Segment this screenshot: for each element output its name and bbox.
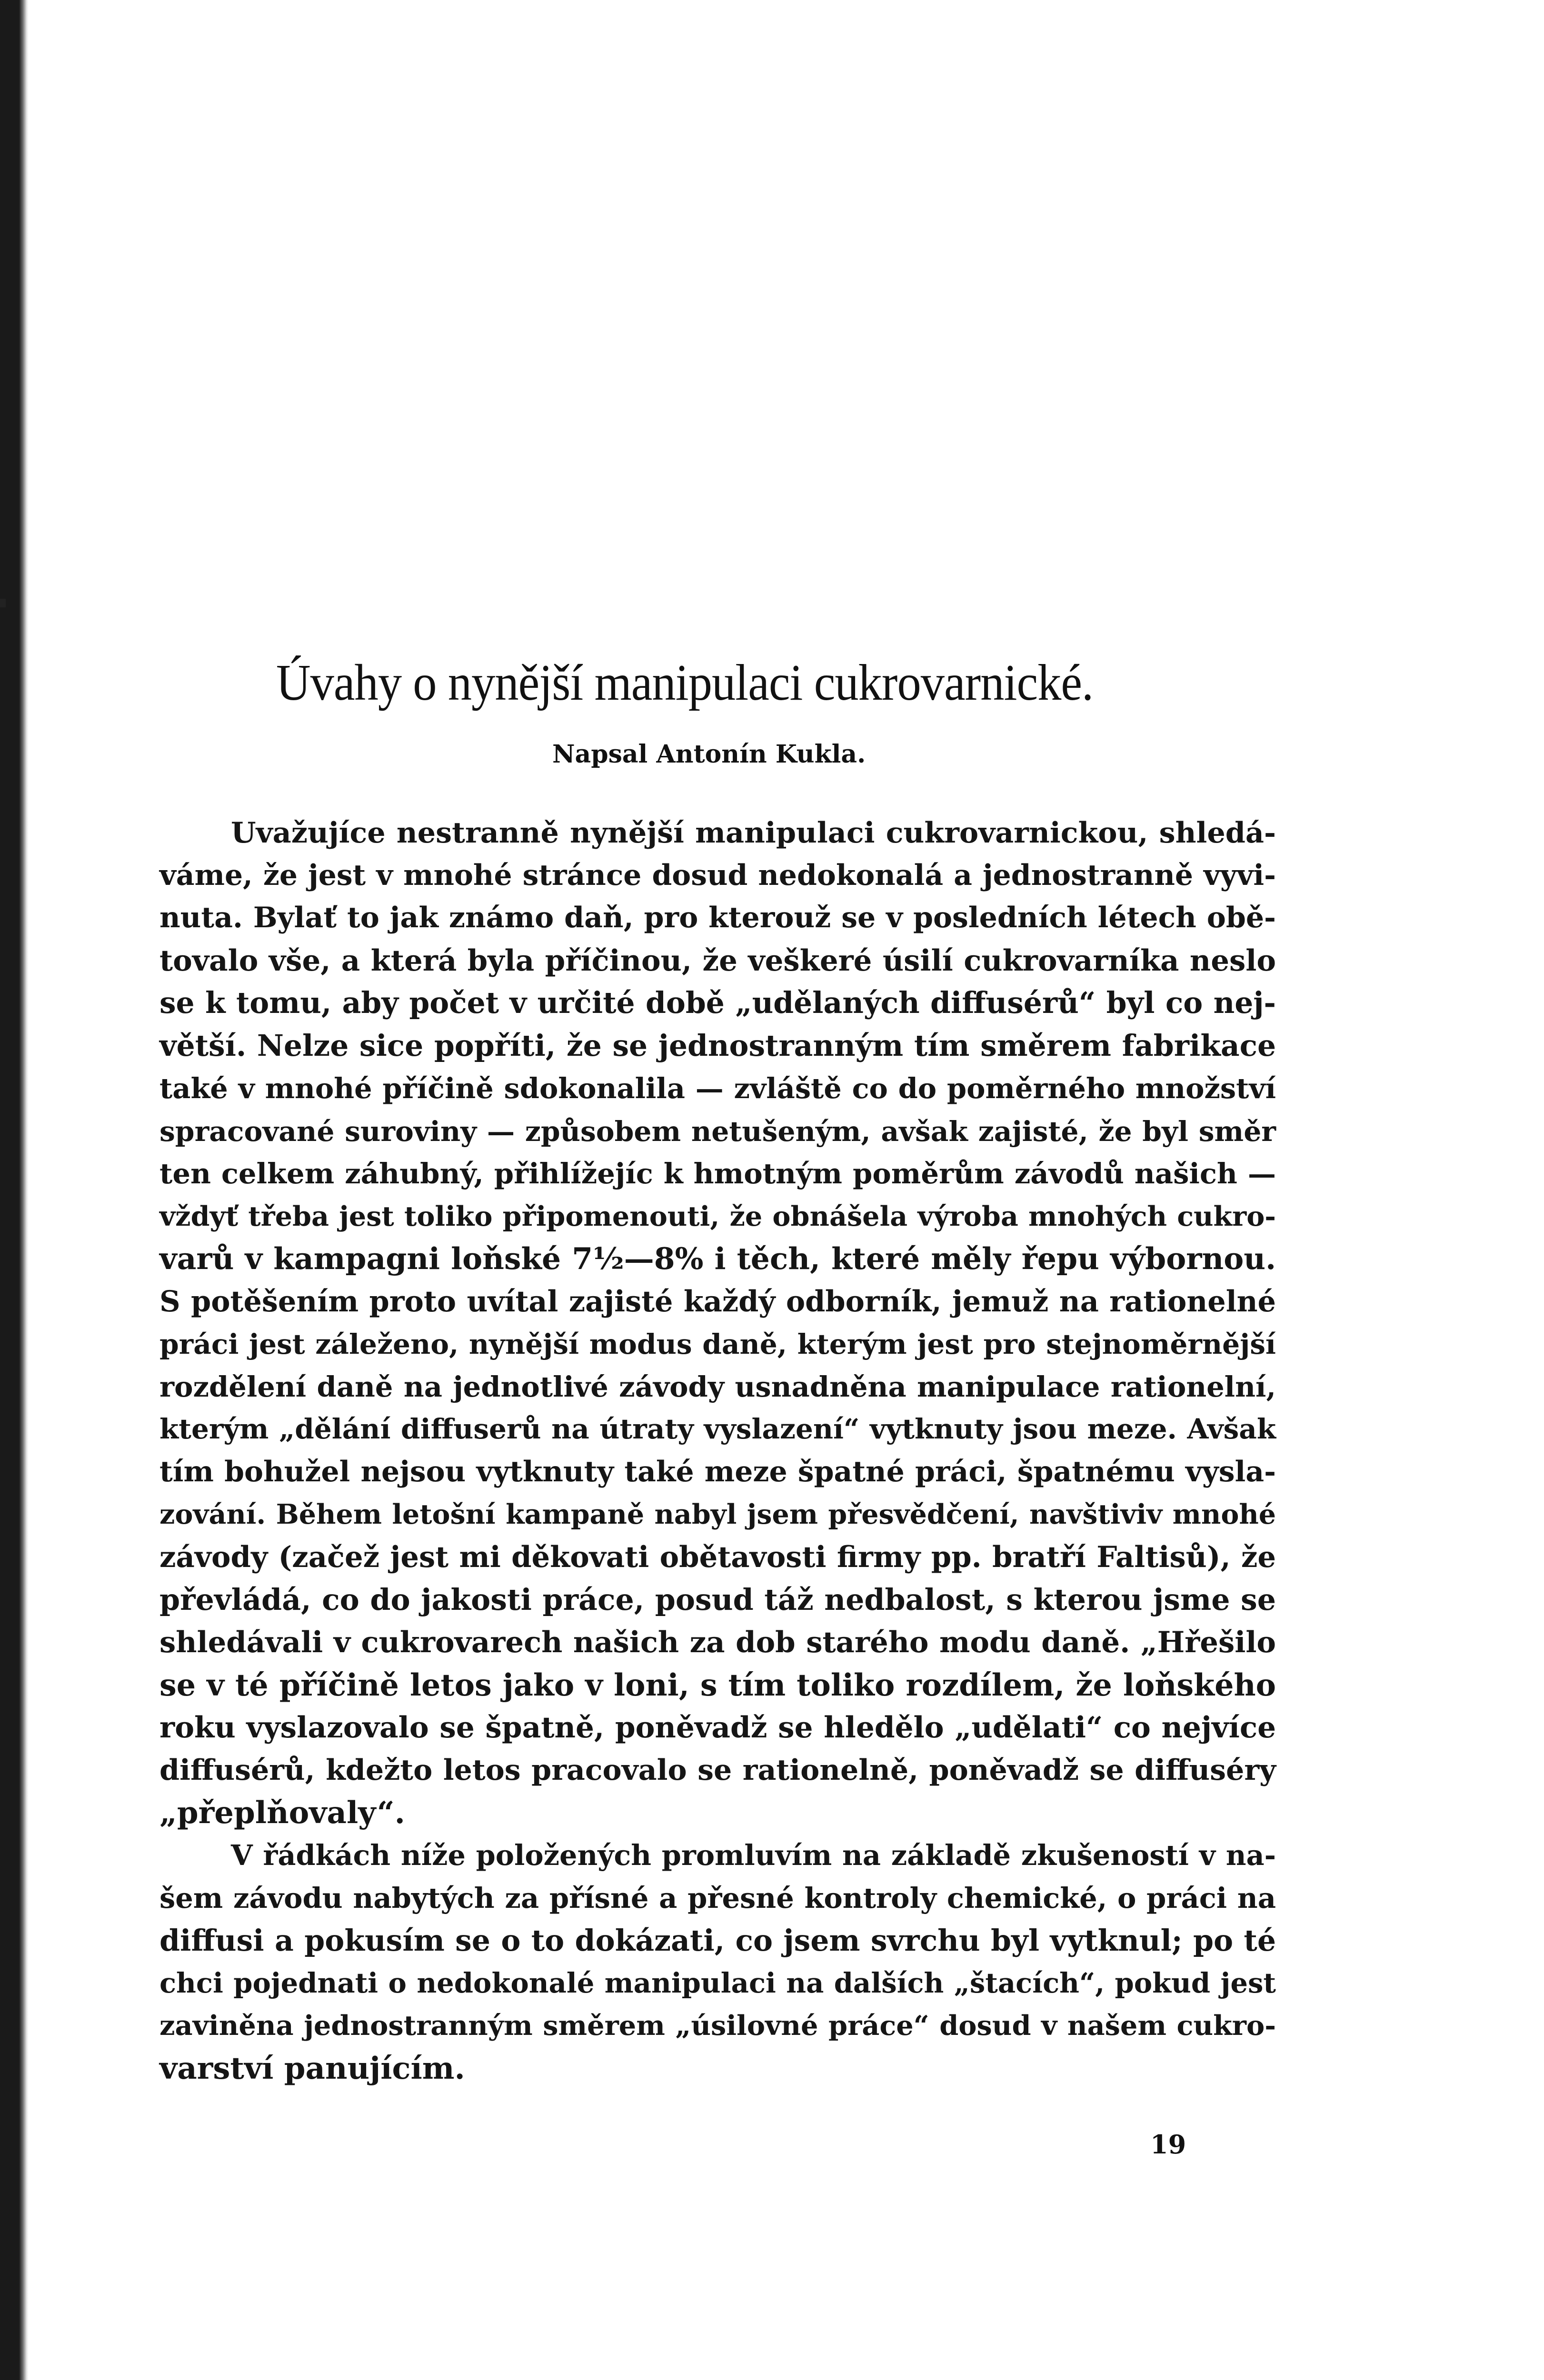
text-line: chci pojednati o nedokonalé manipulaci na dalších „štacích“, pokud jest [159,1966,1276,1999]
article-body [159,812,1276,2090]
article-title: Úvahy o nynější manipulaci cukrovarnické. [276,654,1094,711]
text-line: varů v kampagni loňské 7½—8% i těch, které měly řepu výbornou. [159,1241,1276,1276]
text-line: Uvažujíce nestranně nynější manipulaci cukrovarnickou, shledá- [231,816,1276,850]
text-line: diffusérů, kdežto letos pracovalo se rationelně, poněvadž se diffuséry [159,1753,1276,1787]
scan-edge-shadow [0,0,29,2380]
text-line: kterým „dělání diffuserů na útraty vyslazení“ vytknuty jsou meze. Avšak [159,1413,1276,1445]
text-line: rozdělení daně na jednotlivé závody usnadněna manipulace rationelní, [159,1370,1276,1403]
text-line: „přeplňovaly“. [159,1795,405,1831]
text-line: varství panujícím. [159,2050,465,2086]
text-line: také v mnohé příčině sdokonalila — zvláště co do poměrného množství [159,1072,1276,1105]
text-line: práci jest záleženo, nynější modus daně, kterým jest pro stejnoměrnější [159,1328,1276,1360]
text-line: šem závodu nabytých za přísné a přesné kontroly chemické, o práci na [159,1881,1276,1914]
text-line: vždyť třeba jest toliko připomenouti, že obnášela výroba mnohých cukro- [159,1200,1276,1232]
text-line: se v té příčině letos jako v loni, s tím toliko rozdílem, že loňského [159,1667,1276,1703]
text-line: roku vyslazovalo se špatně, poněvadž se hledělo „udělati“ co nejvíce [159,1710,1276,1745]
text-line: se k tomu, aby počet v určité době „udělaných diffusérů“ byl co nej- [159,986,1276,1020]
article-author: Napsal Antonín Kukla. [552,740,866,769]
text-line: zaviněna jednostranným směrem „úsilovné práce“ dosud v našem cukro- [159,2009,1276,2042]
text-line: spracované suroviny — způsobem netušeným, avšak zajisté, že byl směr [159,1114,1276,1148]
text-line: váme, že jest v mnohé stránce dosud nedokonalá a jednostranně vyvi- [159,858,1276,892]
text-line: S potěšením proto uvítal zajisté každý odborník, jemuž na rationelné [159,1284,1276,1319]
text-line: nuta. Bylať to jak známo daň, pro kterouž se v posledních létech obě- [159,901,1276,934]
text-line: V řádkách níže položených promluvím na základě zkušeností v na- [231,1839,1276,1872]
text-line: větší. Nelze sice popříti, že se jednostranným tím směrem fabrikace [159,1028,1276,1063]
text-line: diffusi a pokusím se o to dokázati, co jsem svrchu byl vytknul; po té [159,1923,1276,1958]
page-number: 19 [1150,2129,1186,2160]
text-line: shledávali v cukrovarech našich za dob starého modu daně. „Hřešilo [159,1625,1276,1659]
text-line: zování. Během letošní kampaně nabyl jsem přesvědčení, navštiviv mnohé [159,1498,1276,1530]
text-line: tovalo vše, a která byla příčinou, že veškeré úsilí cukrovarníka neslo [159,943,1276,978]
text-line: ten celkem záhubný, přihlížejíc k hmotným poměrům závodů našich — [159,1157,1276,1190]
text-line: převládá, co do jakosti práce, posud táž nedbalost, s kterou jsme se [159,1582,1276,1617]
scan-speck [0,599,6,607]
text-line: závody (začež jest mi děkovati obětavosti firmy pp. bratří Faltisů), že [159,1540,1276,1574]
text-line: tím bohužel nejsou vytknuty také meze špatné práci, špatnému vysla- [159,1455,1276,1488]
